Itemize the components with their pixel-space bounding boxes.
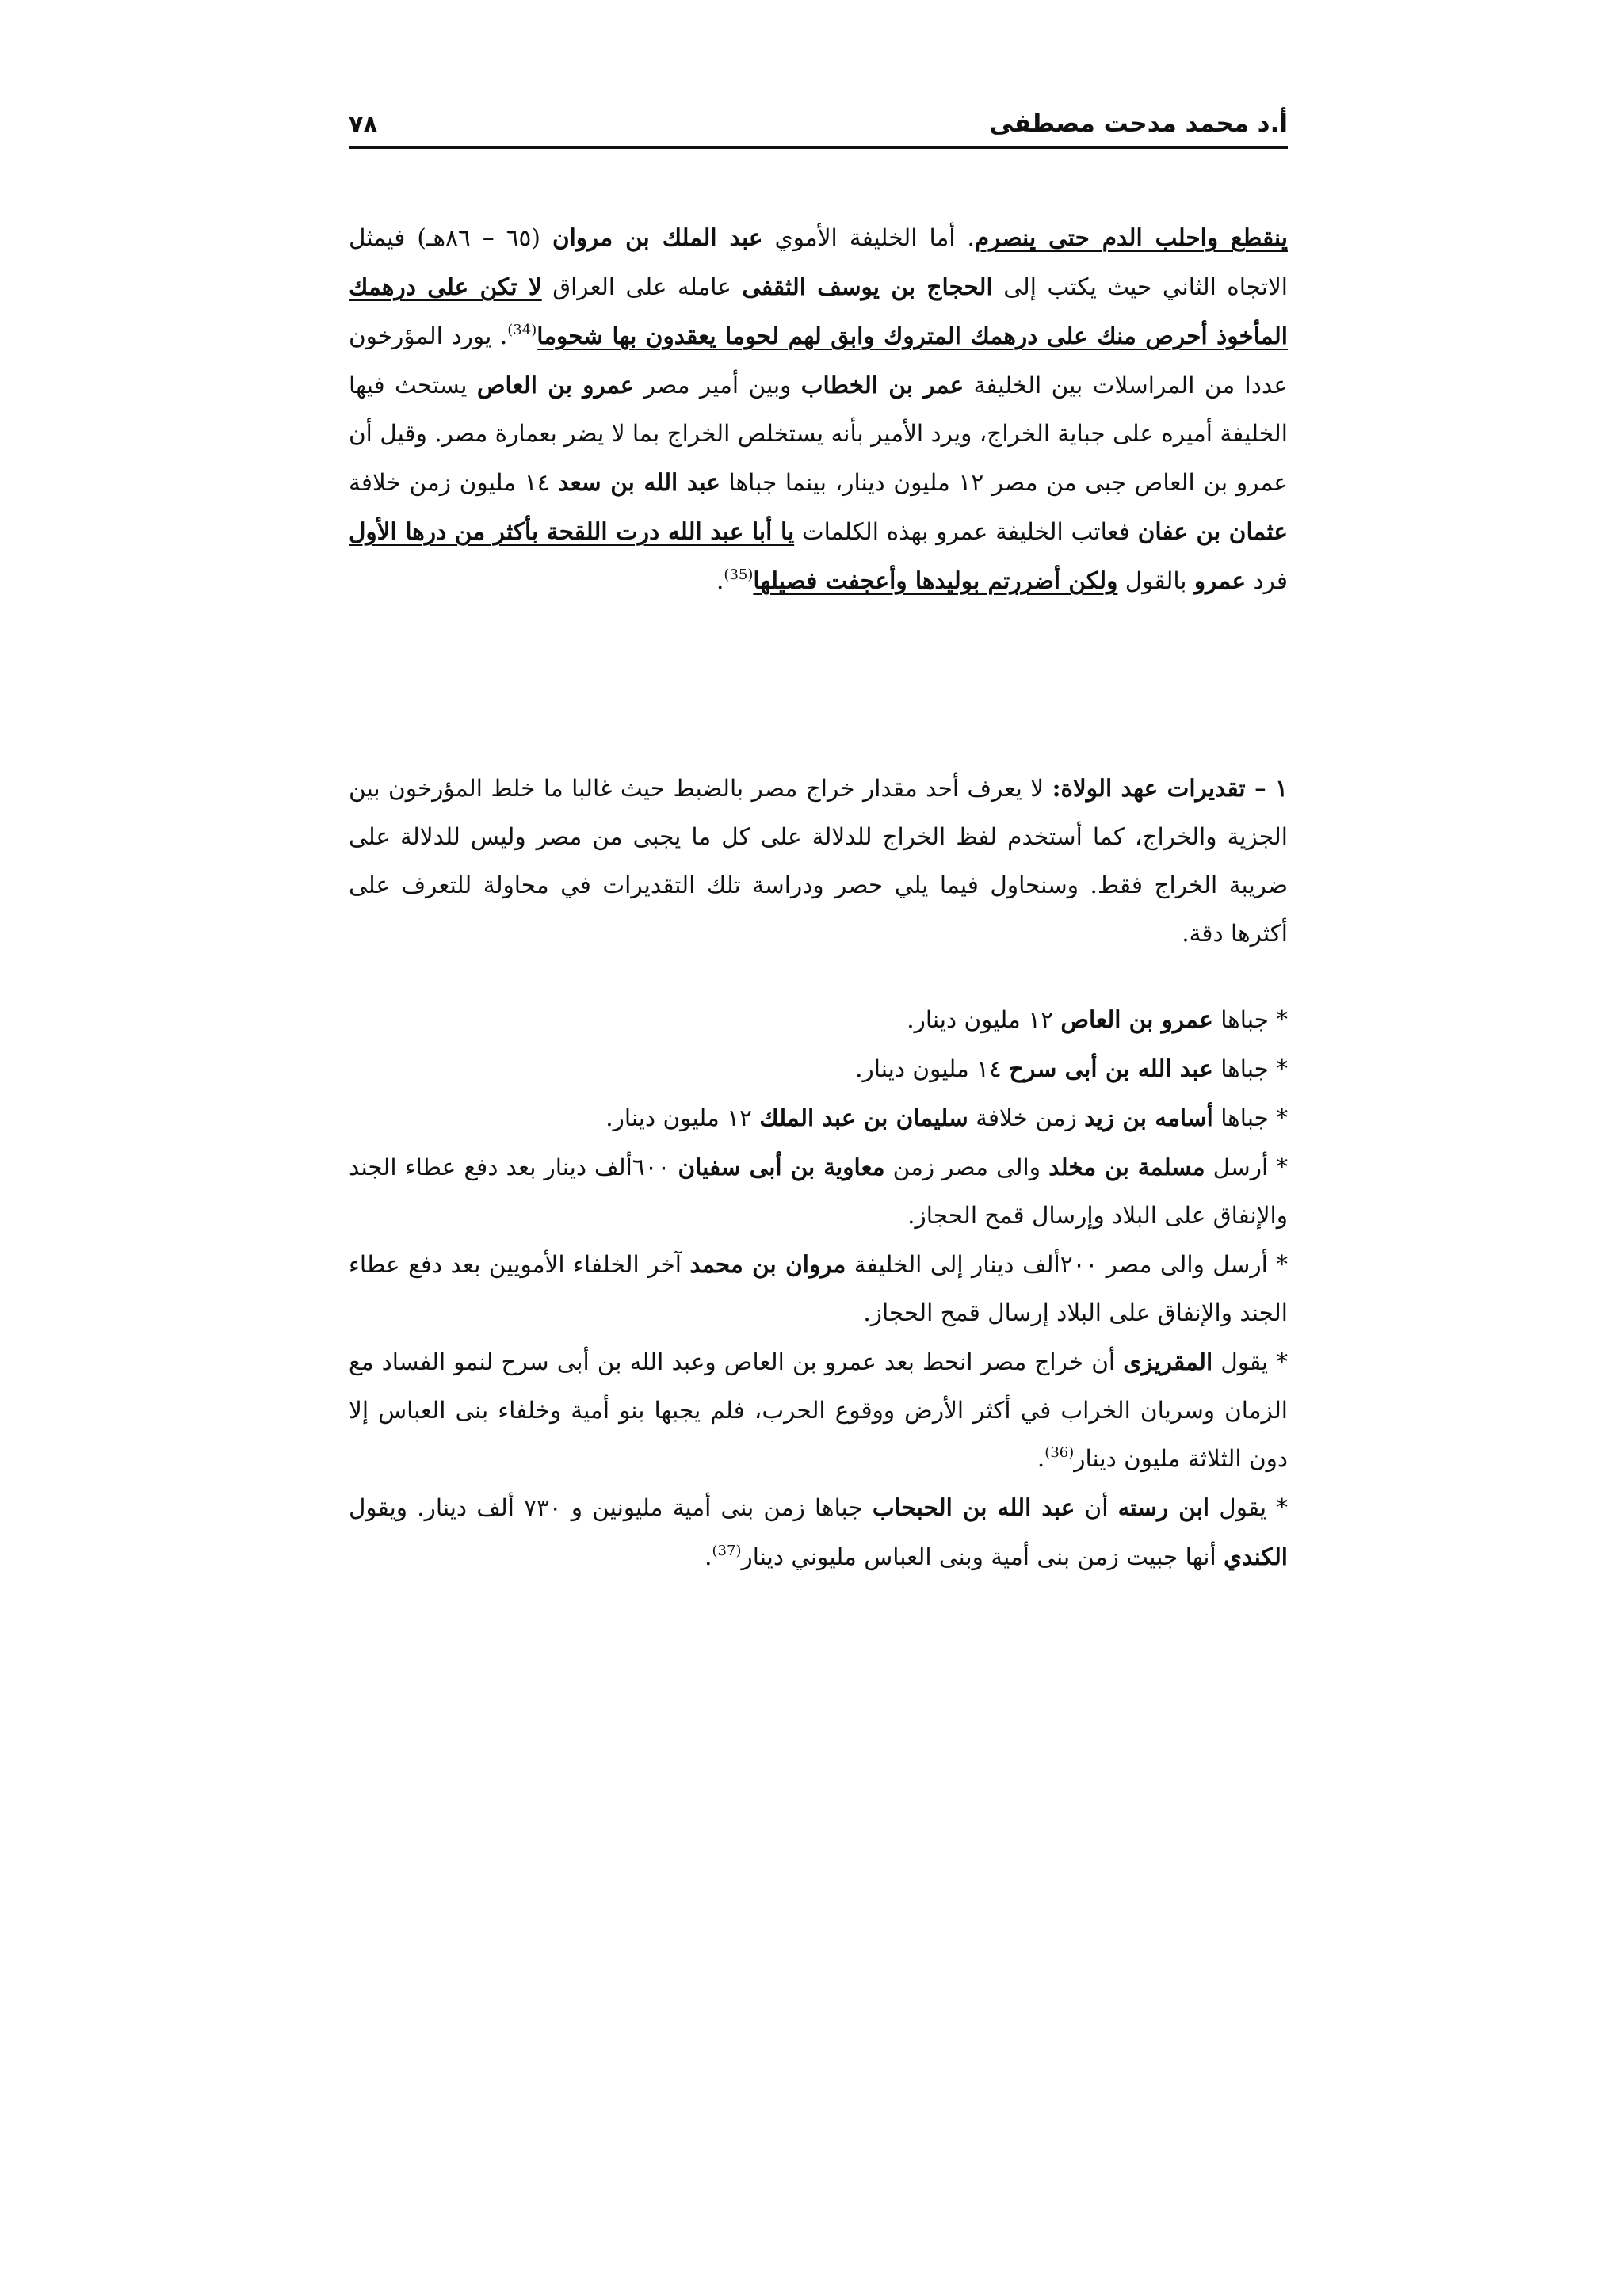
paragraph-1 [349, 213, 1288, 605]
name-bold: الحجاج بن يوسف الثقفى [742, 273, 993, 300]
name-bold: عمرو بن العاص [476, 371, 635, 399]
name-bold: عمرو [1193, 566, 1247, 594]
paragraph-2-text: ١ – تقديرات عهد الولاة: لا يعرف أحد مقدار خراج مصر بالضبط حيث غالبا ما خلط المؤرخون بين الجزية والخراج، كما أستخدم لفظ الخراج للدلالة على كل ما يجبى من مصر وليس للدلالة على ضريبة الخراج فقط. وسنحاول فيما يلي حصر ودراسة تلك التقديرات في محاولة للتعرف على أكثرها دقة. [349, 774, 1288, 947]
list-item: * أرسل والى مصر ٢٠٠ألف دينار إلى الخليفة مروان بن محمد آخر الخلفاء الأمويين بعد دفع عطاء الجند والإنفاق على البلاد إرسال قمح الحجاز. [349, 1250, 1289, 1326]
list-item: * جباها أسامه بن زيد زمن خلافة سليمان بن عبد الملك ١٢ مليون دينار. [605, 1104, 1288, 1131]
list-item: * أرسل مسلمة بن مخلد والى مصر زمن معاوية بن أبى سفيان ٦٠٠ألف دينار بعد دفع عطاء الجند والإنفاق على البلاد وإرسال قمح الحجاز. [349, 1153, 1288, 1229]
list-item: * جباها عبد الله بن أبى سرح ١٤ مليون دينار. [855, 1055, 1288, 1082]
list-item: * يقول ابن رسته أن عبد الله بن الحبحاب جباها زمن بنى أمية مليونين و ٧٣٠ ألف دينار. ويقول الكندي أنها جبيت زمن بنى أمية وبنى العباس مليوني دينار$^{(37)}$. [349, 1493, 1288, 1570]
name-bold: عثمان بن عفان [1137, 517, 1288, 545]
name-bold: عمر بن الخطاب [800, 371, 964, 399]
footnote-ref: (34) [507, 322, 537, 338]
quote-bold: لا تكن على درهمك المأخوذ أحرص منك على درهمك المتروك وابق لهم لحوما يعقدون بها شحوما [349, 273, 1288, 349]
section-heading: ١ – تقديرات عهد الولاة: [1052, 774, 1288, 802]
footnote-ref: (37) [712, 1543, 742, 1559]
paragraph-2 [349, 764, 1288, 958]
estimates-list [349, 995, 1288, 1581]
list-item: * جباها عمرو بن العاص ١٢ مليون دينار. [907, 1005, 1288, 1033]
quote-bold: يا أبا عبد الله درت اللقحة بأكثر من درها الأول [349, 517, 795, 545]
footnote-ref: (36) [1044, 1444, 1075, 1461]
page-header [349, 106, 1288, 146]
paragraph-1-text: ينقطع واحلب الدم حتى ينصرم. أما الخليفة الأموي عبد الملك بن مروان (٦٥ – ٨٦هـ) فيمثل الاتجاه الثاني حيث يكتب إلى الحجاج بن يوسف الثقفى عامله على العراق لا تكن على درهمك المأخوذ أحرص منك على درهمك المتروك وابق لهم لحوما يعقدون بها شحوما$^{(34)}$. يورد المؤرخون عددا من المراسلات بين الخليفة عمر بن الخطاب وبين أمير مصر عمرو بن العاص يستحث فيها الخليفة أميره على جباية الخراج، ويرد الأمير بأنه يستخلص الخراج بما لا يضر بعمارة مصر. وقيل أن عمرو بن العاص جبى من مصر ١٢ مليون دينار، بينما جباها عبد الله بن سعد ١٤ مليون زمن خلافة عثمان بن عفان فعاتب الخليفة عمرو بهذه الكلمات يا أبا عبد الله درت اللقحة بأكثر من درها الأول فرد عمرو بالقول ولكن أضررتم بوليدها وأعجفت فصيلها$^{(35)}$. [349, 223, 1289, 594]
author-name: أ.د محمد مدحت مصطفى [989, 109, 1288, 138]
name-bold: عبد الملك بن مروان [552, 223, 763, 251]
header-divider [349, 146, 1288, 149]
quote-bold: ينقطع واحلب الدم حتى ينصرم [974, 223, 1288, 251]
footnote-ref: (35) [724, 566, 754, 583]
name-bold: عبد الله بن سعد [558, 468, 720, 496]
quote-bold: ولكن أضررتم بوليدها وأعجفت فصيلها [753, 566, 1118, 594]
page-number: ٧٨ [349, 111, 378, 139]
list-item: * يقول المقريزى أن خراج مصر انحط بعد عمرو بن العاص وعبد الله بن أبى سرح لنمو الفساد مع الزمان وسريان الخراب في أكثر الأرض ووقوع الحرب، فلم يجبها بنو أمية وخلفاء بنى العباس إلا دون الثلاثة مليون دينار$^{(36)}$. [349, 1348, 1288, 1472]
